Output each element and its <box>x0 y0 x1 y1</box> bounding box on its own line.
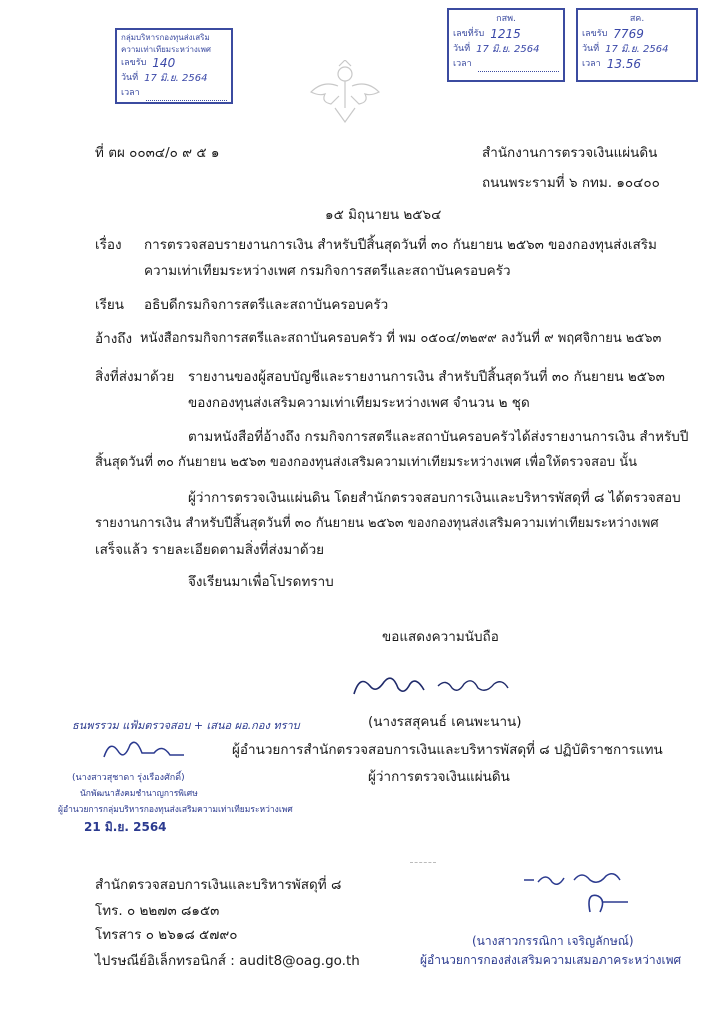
stamp2-no-value: 1215 <box>490 27 521 41</box>
right-note-name: (นางสาวกรรณิกา เจริญลักษณ์) <box>472 934 634 948</box>
reference-label: อ้างถึง <box>95 331 133 347</box>
right-note-title: ผู้อำนวยการกองส่งเสริมความเสมอภาคระหว่างเพศ <box>420 953 682 967</box>
body-paragraph-1-line-2: สิ้นสุดวันที่ ๓๐ กันยายน ๒๕๖๓ ของกองทุนส่งเสริมความเท่าเทียมระหว่างเพศ เพื่อให้ตรวจสอบ นั้น <box>95 455 638 470</box>
stamp1-date-value: 17 มิ.ย. 2564 <box>144 73 208 84</box>
receipt-stamp-1 <box>115 28 233 104</box>
left-note-name: (นางสาวสุชาดา รุ่งเรืองศักดิ์) <box>72 773 185 783</box>
stamp1-line2: ความเท่าเทียมระหว่างเพศ <box>121 45 211 54</box>
stamp1-no-value: 140 <box>152 56 176 70</box>
reference-text: หนังสือกรมกิจการสตรีและสถาบันครอบครัว ที่ พม ๐๕๐๔/๓๒๙๙ ลงวันที่ ๙ พฤศจิกายน ๒๕๖๓ <box>140 331 662 346</box>
garuda-emblem-icon <box>305 60 385 130</box>
footer-tel: โทร. ๐ ๒๒๗๓ ๘๑๕๓ <box>95 903 220 919</box>
left-note-date: 21 มิ.ย. 2564 <box>84 820 167 834</box>
faint-mark <box>410 862 436 863</box>
reference-number: ที่ ตผ ๐๐๓๔/๐ ๙ ๕ ๑ <box>95 145 220 161</box>
body-paragraph-2-line-2: รายงานการเงิน สำหรับปีสิ้นสุดวันที่ ๓๐ กันยายน ๒๕๖๓ ของกองทุนส่งเสริมความเท่าเทียมระหว่างเพศ <box>95 516 659 531</box>
footer-email: ไปรษณีย์อิเล็กทรอนิกส์ : audit8@oag.go.th <box>95 953 360 969</box>
closing-regards: ขอแสดงความนับถือ <box>382 629 499 645</box>
issuing-office: สำนักงานการตรวจเงินแผ่นดิน <box>482 145 658 161</box>
enclosure-line-1: รายงานของผู้สอบบัญชีและรายงานการเงิน สำหรับปีสิ้นสุดวันที่ ๓๐ กันยายน ๒๕๖๓ <box>188 369 665 385</box>
signer-title-2: ผู้ว่าการตรวจเงินแผ่นดิน <box>368 769 510 785</box>
stamp1-date-label: วันที่ <box>121 73 139 83</box>
stamp2-date-label: วันที่ <box>453 44 471 54</box>
body-paragraph-2-line-1: ผู้ว่าการตรวจเงินแผ่นดิน โดยสำนักตรวจสอบการเงินและบริหารพัสดุที่ ๘ ได้ตรวจสอบ <box>188 490 681 506</box>
letter-date: ๑๕ มิถุนายน ๒๕๖๔ <box>325 207 442 223</box>
stamp2-date-value: 17 มิ.ย. 2564 <box>476 44 540 55</box>
left-note-title-1: นักพัฒนาสังคมชำนาญการพิเศษ <box>80 789 198 799</box>
left-handwritten-note: ธนพรรวม แฟ้มตรวจสอบ + เสนอ ผอ.กอง ทราบ <box>72 719 300 732</box>
left-note-title-2: ผู้อำนวยการกลุ่มบริหารกองทุนส่งเสริมความเท่าเทียมระหว่างเพศ <box>58 805 293 815</box>
enclosure-line-2: ของกองทุนส่งเสริมความเท่าเทียมระหว่างเพศ จำนวน ๒ ชุด <box>188 395 530 411</box>
stamp3-time-value: 13.56 <box>606 57 642 71</box>
stamp1-time-label: เวลา <box>121 88 140 98</box>
salutation-text: อธิบดีกรมกิจการสตรีและสถาบันครอบครัว <box>144 297 389 313</box>
stamp3-no-value: 7769 <box>613 27 644 41</box>
subject-line-1: การตรวจสอบรายงานการเงิน สำหรับปีสิ้นสุดวันที่ ๓๐ กันยายน ๒๕๖๓ ของกองทุนส่งเสริม <box>144 237 657 253</box>
body-paragraph-1-line-1: ตามหนังสือที่อ้างถึง กรมกิจการสตรีและสถาบันครอบครัวได้ส่งรายงานการเงิน สำหรับปี <box>188 429 689 445</box>
stamp3-date-value: 17 มิ.ย. 2564 <box>605 44 669 55</box>
stamp3-org: สค. <box>629 14 645 24</box>
stamp2-org: กสพ. <box>496 14 516 24</box>
left-note-signature <box>100 735 190 765</box>
footer-fax: โทรสาร ๐ ๒๖๑๘ ๕๗๙๐ <box>95 927 238 943</box>
signer-name: (นางรสสุคนธ์ เคนพะนาน) <box>368 714 522 730</box>
receipt-stamp-2 <box>447 8 565 82</box>
office-address: ถนนพระรามที่ ๖ กทม. ๑๐๔๐๐ <box>482 175 660 191</box>
body-paragraph-2-line-3: เสร็จแล้ว รายละเอียดตามสิ่งที่ส่งมาด้วย <box>95 542 325 558</box>
signer-signature <box>348 668 518 702</box>
subject-line-2: ความเท่าเทียมระหว่างเพศ กรมกิจการสตรีและสถาบันครอบครัว <box>144 263 511 279</box>
body-paragraph-3: จึงเรียนมาเพื่อโปรดทราบ <box>188 574 334 590</box>
stamp3-date-label: วันที่ <box>582 44 600 54</box>
stamp3-no-label: เลขรับ <box>582 29 608 39</box>
signer-title-1: ผู้อำนวยการสำนักตรวจสอบการเงินและบริหารพัสดุที่ ๘ ปฏิบัติราชการแทน <box>232 742 663 758</box>
subject-label: เรื่อง <box>95 237 122 253</box>
stamp2-time-label: เวลา <box>453 59 472 69</box>
stamp3-time-label: เวลา <box>582 59 601 69</box>
receipt-stamp-3 <box>576 8 698 82</box>
salutation-label: เรียน <box>95 297 125 313</box>
stamp1-no-label: เลขรับ <box>121 58 147 68</box>
stamp2-no-label: เลขที่รับ <box>453 29 485 39</box>
right-note-signature <box>520 862 670 922</box>
stamp1-line1: กลุ่มบริหารกองทุนส่งเสริม <box>121 33 210 42</box>
footer-dept: สำนักตรวจสอบการเงินและบริหารพัสดุที่ ๘ <box>95 877 342 893</box>
enclosure-label: สิ่งที่ส่งมาด้วย <box>95 369 175 385</box>
